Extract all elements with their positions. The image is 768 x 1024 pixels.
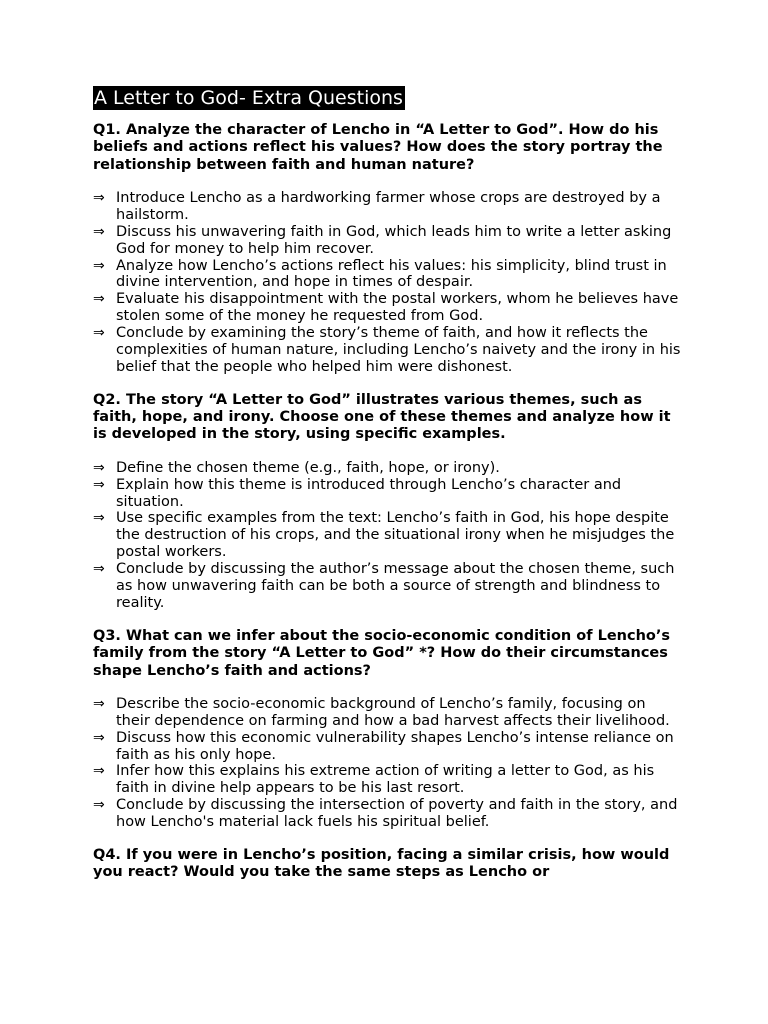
question-text: Q4. If you were in Lencho’s position, facing a similar crisis, how would you react? Would you take the same steps as Lencho or: [93, 847, 670, 881]
double-arrow-icon: ⇒: [93, 729, 105, 746]
question-section: [93, 122, 683, 376]
answer-point: [93, 696, 683, 730]
question-text: Q1. Analyze the character of Lencho in “A Letter to God”. How do his beliefs and actions reflect his values? How does the story portray the relationship between faith and human nature?: [93, 122, 663, 173]
document-title: A Letter to God- Extra Questions: [94, 87, 403, 109]
answer-point-text: Use specific examples from the text: Lencho’s faith in God, his hope despite the destruction of his crops, and the situational irony when he misjudges the postal workers.: [116, 510, 675, 561]
answer-point: [93, 763, 683, 797]
question-section: [93, 628, 683, 831]
answer-point-text: Conclude by discussing the intersection of poverty and faith in the story, and how Lencho's material lack fuels his spiritual belief.: [116, 797, 678, 831]
answer-points: [93, 696, 683, 831]
double-arrow-icon: ⇒: [93, 763, 105, 780]
question-section: [93, 847, 683, 882]
answer-point: [93, 291, 683, 325]
answer-point: [93, 561, 683, 612]
answer-points: [93, 460, 683, 612]
document-page: [93, 86, 683, 898]
answer-point-text: Conclude by examining the story’s theme of faith, and how it reflects the complexities of human nature, including Lencho’s naivety and the irony in his belief that the people who helped him were dishonest.: [116, 325, 681, 375]
double-arrow-icon: ⇒: [93, 223, 105, 240]
answer-point: [93, 325, 683, 376]
answer-points: [93, 190, 683, 376]
double-arrow-icon: ⇒: [93, 510, 105, 527]
answer-point: [93, 258, 683, 292]
double-arrow-icon: ⇒: [93, 189, 105, 206]
question-text: Q3. What can we infer about the socio-economic condition of Lencho’s family from the story “A Letter to God” *? How do their circumstances shape Lencho’s faith and actions?: [93, 627, 671, 679]
answer-point-text: Evaluate his disappointment with the postal workers, whom he believes have stolen some of the money he requested from God.: [116, 291, 679, 325]
answer-point-text: Describe the socio-economic background of Lencho’s family, focusing on their dependence on farming and how a bad harvest affects their livelihood.: [116, 695, 670, 729]
answer-point: [93, 224, 683, 258]
answer-point-text: Analyze how Lencho’s actions reflect his values: his simplicity, blind trust in divine intervention, and hope in times of despair.: [116, 257, 667, 291]
answer-point: [93, 797, 683, 831]
answer-point: [93, 460, 683, 477]
double-arrow-icon: ⇒: [93, 459, 105, 476]
question-section: [93, 392, 683, 612]
answer-point-text: Introduce Lencho as a hardworking farmer whose crops are destroyed by a hailstorm.: [116, 189, 661, 223]
answer-point: [93, 477, 683, 511]
answer-point-text: Conclude by discussing the author’s message about the chosen theme, such as how unwavering faith can be both a source of strength and blindness to reality.: [116, 561, 675, 611]
answer-point-text: Discuss how this economic vulnerability shapes Lencho’s intense reliance on faith as his only hope.: [116, 729, 674, 763]
answer-point: [93, 730, 683, 764]
double-arrow-icon: ⇒: [93, 797, 105, 814]
double-arrow-icon: ⇒: [93, 695, 105, 712]
double-arrow-icon: ⇒: [93, 291, 105, 308]
answer-point-text: Define the chosen theme (e.g., faith, hope, or irony).: [116, 459, 500, 476]
answer-point-text: Discuss his unwavering faith in God, which leads him to write a letter asking God for money to help him recover.: [116, 223, 672, 257]
answer-point-text: Explain how this theme is introduced through Lencho’s character and situation.: [116, 476, 622, 510]
double-arrow-icon: ⇒: [93, 325, 105, 342]
double-arrow-icon: ⇒: [93, 561, 105, 578]
answer-point: [93, 190, 683, 224]
double-arrow-icon: ⇒: [93, 476, 105, 493]
answer-point-text: Infer how this explains his extreme action of writing a letter to God, as his faith in divine help appears to be his last resort.: [116, 763, 655, 797]
question-text: Q2. The story “A Letter to God” illustrates various themes, such as faith, hope, and irony. Choose one of these themes and analyze how it is developed in the story, using specific examples.: [93, 391, 671, 443]
answer-point: [93, 510, 683, 561]
double-arrow-icon: ⇒: [93, 257, 105, 274]
